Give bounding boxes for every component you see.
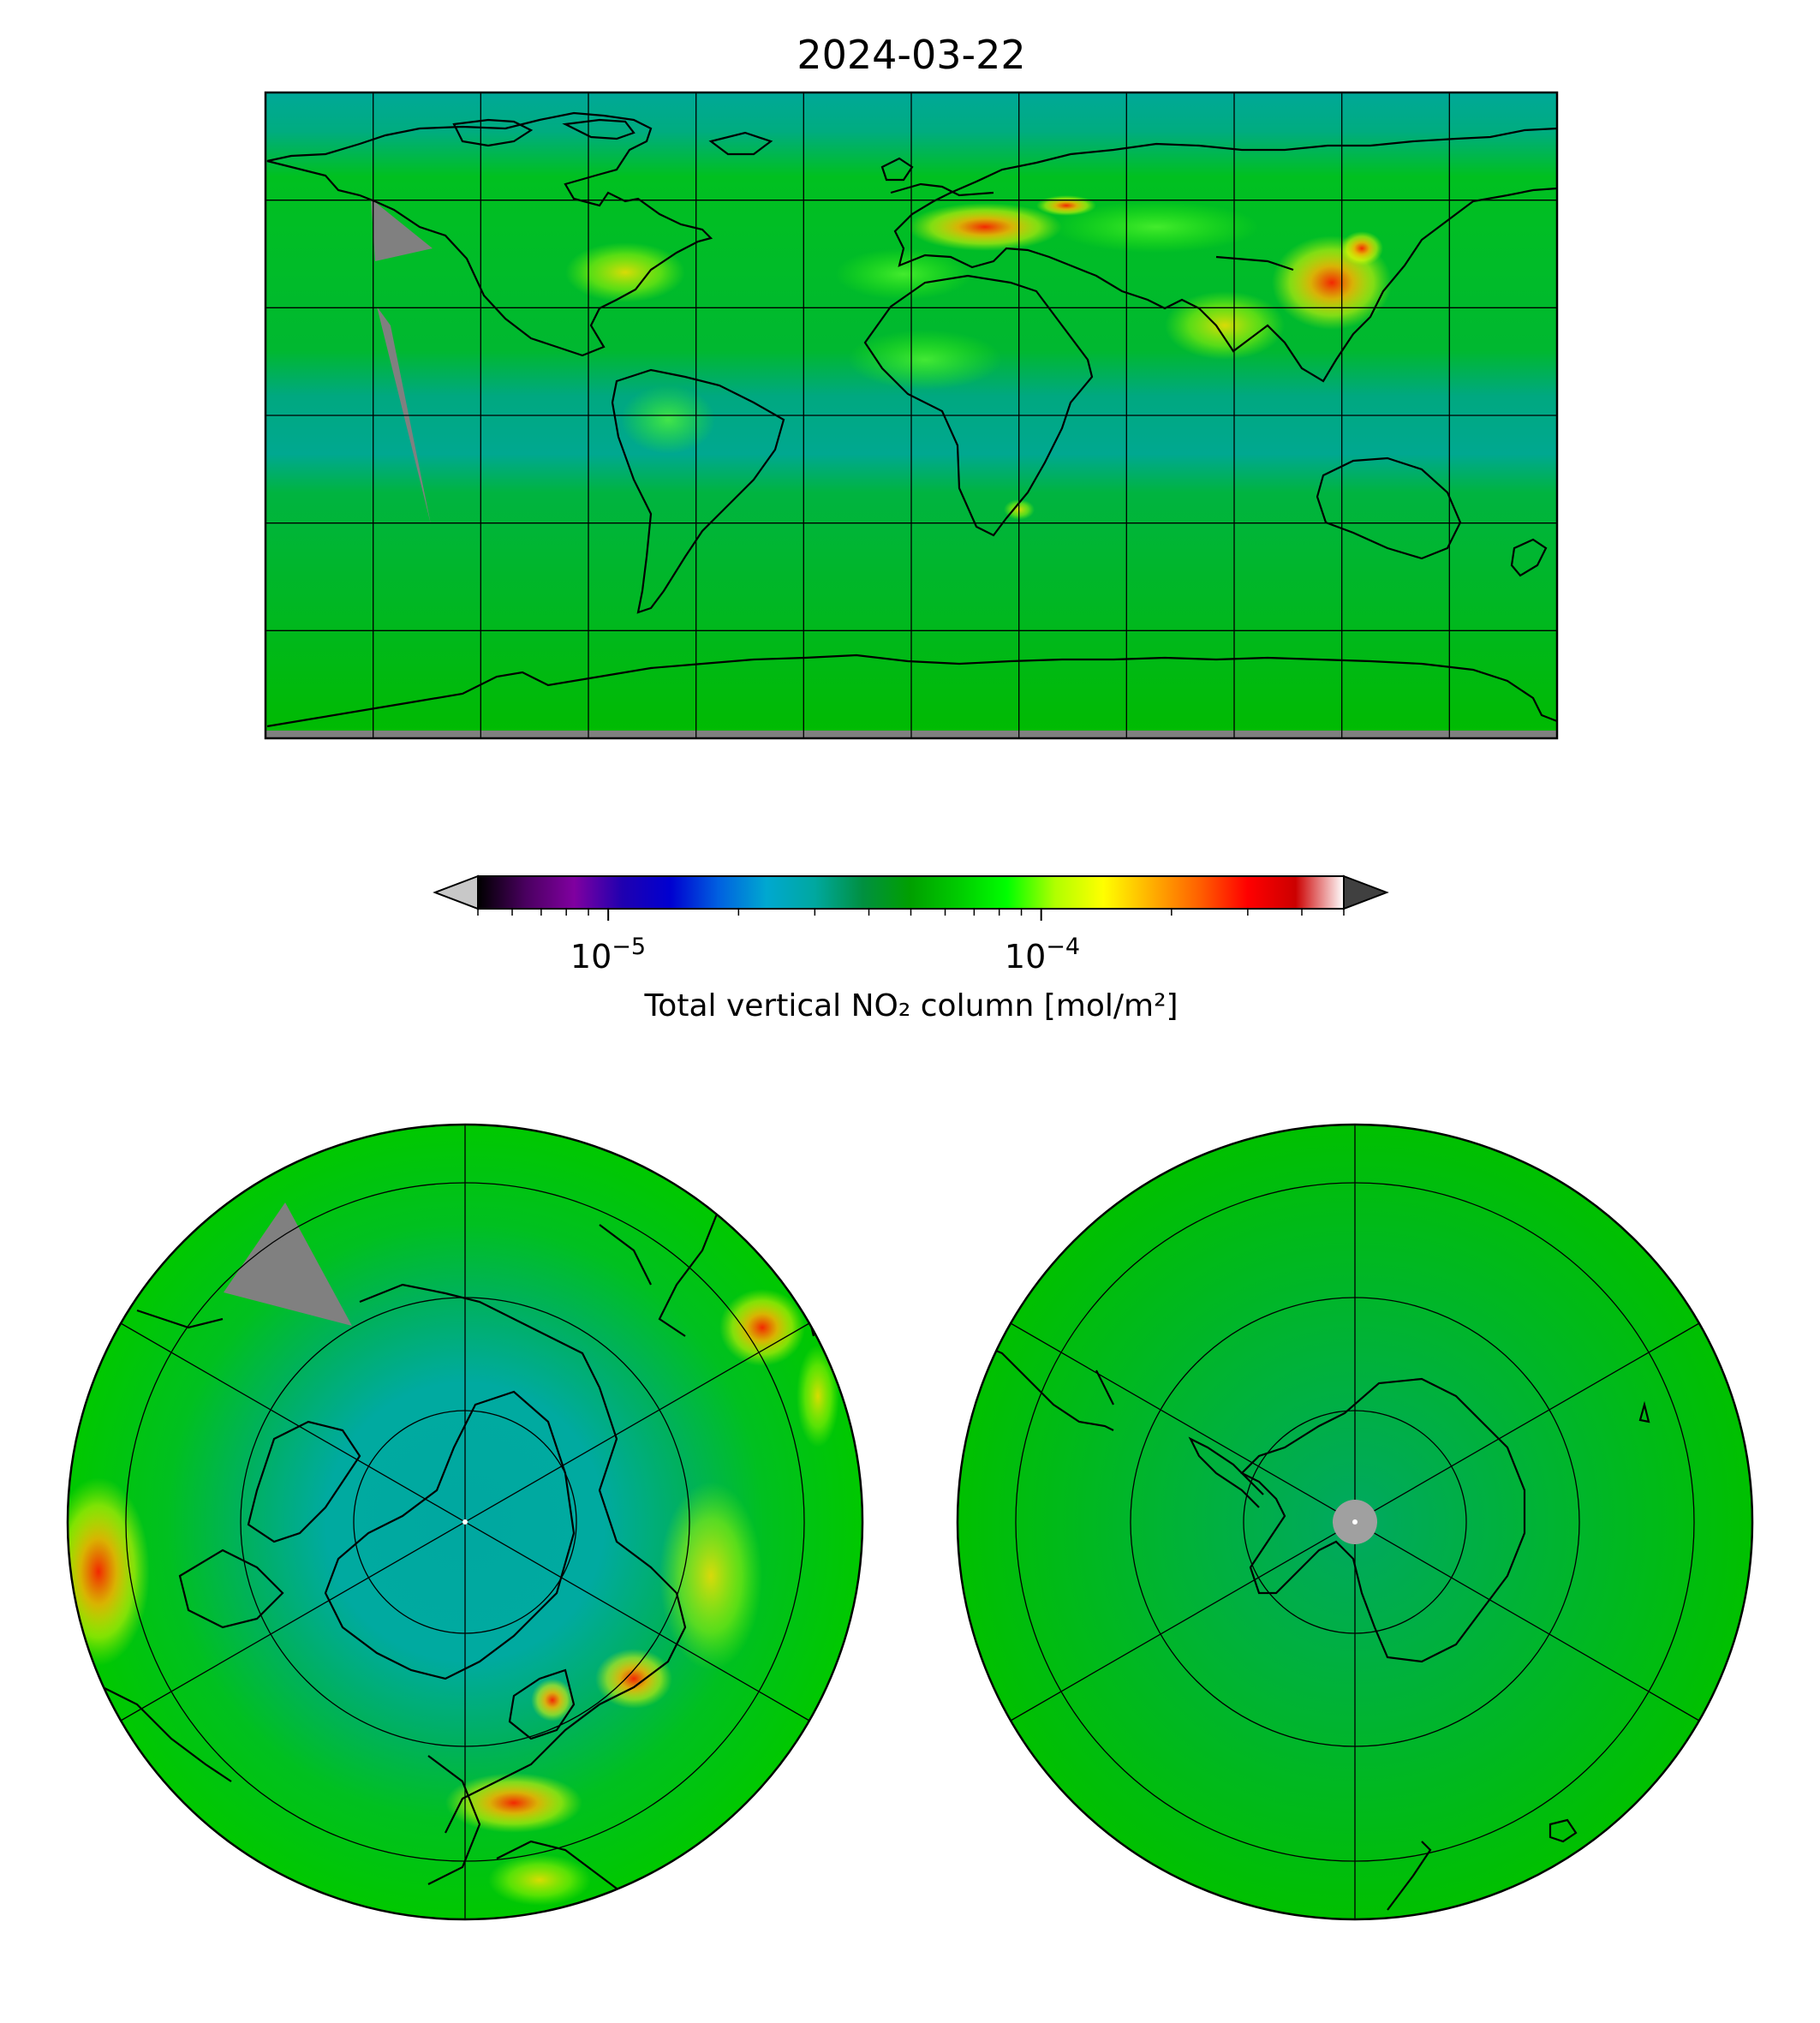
- north-hotspot-china: [797, 1345, 839, 1447]
- north-hotspot-east-asia: [719, 1289, 805, 1366]
- enhanced-mediterranean: [835, 248, 972, 300]
- global-map: [266, 92, 1557, 738]
- colorbar-gradient: [478, 876, 1344, 909]
- north-hotspot-europe: [445, 1773, 582, 1833]
- figure-title: 2024-03-22: [797, 32, 1026, 78]
- colorbar-label: Total vertical NO₂ column [mol/m²]: [644, 988, 1179, 1023]
- hotspot-north-america: [565, 242, 685, 302]
- north-polar-map: [47, 1125, 862, 1919]
- colorbar-tick-label-1e-4: $10^{-4}$: [1004, 934, 1081, 976]
- enhanced-amazon: [621, 385, 715, 454]
- colorbar-over-extension: [1344, 876, 1387, 909]
- hotspot-europe: [908, 203, 1062, 251]
- enhanced-central-asia: [1053, 201, 1259, 253]
- colorbar-under-extension: [435, 876, 478, 909]
- north-pole-marker: [462, 1519, 468, 1525]
- north-hotspot-north-america: [47, 1477, 150, 1666]
- north-hotspot-ural: [595, 1649, 672, 1709]
- north-enhanced-mediterranean: [488, 1854, 591, 1906]
- colorbar-ticks: [478, 909, 1344, 921]
- north-enhanced-siberia: [659, 1482, 762, 1670]
- colorbar-tick-label-1e-5: $10^{-5}$: [570, 934, 647, 976]
- south-pole-marker: [1352, 1519, 1358, 1525]
- hotspot-beijing: [1340, 231, 1383, 266]
- south-polar-map: [958, 1125, 1752, 1919]
- enhanced-africa: [848, 330, 1002, 390]
- colorbar: [435, 876, 1387, 1023]
